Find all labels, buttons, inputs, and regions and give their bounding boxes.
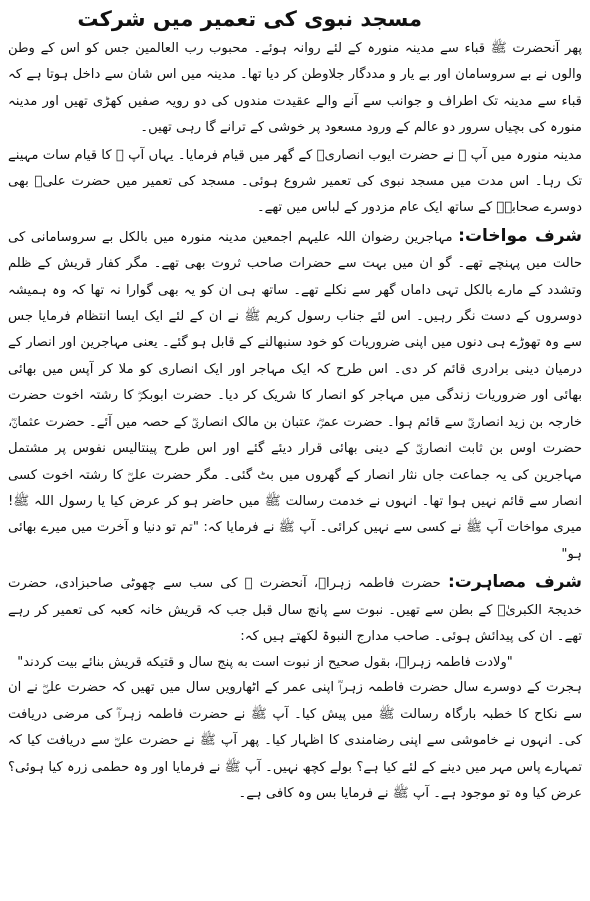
paragraph-kinship-text: حضرت فاطمہ زہراؓ، آنحضرت ﷺ کی سب سے چھوٹی صاحبزادی، حضرت خدیجۃ الکبریٰؓ کے بطن سے تھیں۔ نبوت سے پانچ سال قبل جب کہ قریش خانہ کعبہ کی تعمیر کر رہے تھے۔ ان کی پیدائش ہوئی۔ صاحب مدارج النبوۃ لکھتے ہیں کہ: [8, 576, 582, 644]
section-heading-musaharat: شرف مصاہرت: [447, 572, 582, 593]
paragraph-mosque-construction: مدینہ منورہ میں آپ ﷺ نے حضرت ایوب انصاریؓ کے گھر میں قیام فرمایا۔ یہاں آپ ﷺ کا قیام سات مہینے تک رہا۔ اس مدت میں مسجد نبوی کی تعمیر شروع ہوئی۔ مسجد کی تعمیر میں حضرت علیؓ بھی دوسرے صحابہؓ کے ساتھ ایک عام مزدور کے لباس میں تھے۔ [8, 147, 582, 216]
paragraph-brotherhood-text: مہاجرین رضوان اللہ علیہم اجمعین مدینہ منورہ میں بالکل بے سروسامانی کی حالت میں پہنچے تھے۔ گو ان میں بہت سے حضرات صاحب ثروت بھی تھے۔ مگر کفار قریش کے ظلم وتشدد کے مارے بالکل تہی داماں گھر سے نکلے تھے۔ ساتھ ہی ان کو یہ بھی گوارا نہ تھا کہ وہ ہمیشہ دوسروں کے دست نگر رہیں۔ اس لئے جناب رسول کریم ﷺ نے ان کے لئے ایک ایسا انتظام فرمایا جس سے وہ تھوڑے ہی دنوں میں اپنی ضروریات کو خود سنبھالنے کے قابل ہو گئے۔ یعنی مہاجرین اور انصار کے درمیان دینی برادری قائم کر دی۔ اس طرح کہ ایک مہاجر اور ایک انصاری کو ملا کر آپس میں بھائی بھائی اور ضروریات زندگی میں مہاجر کو انصار کا شریک کر دیا۔ حضرت ابوبکرؓ کا رشتہ اخوت حضرت خارجہ بن زید انصاریؓ سے قائم ہوا۔ حضرت عمرؓ، عتبان بن مالک انصاریؓ کے حصہ میں آئے۔ حضرت عثمانؓ، حضرت اوس بن ثابت انصاریؓ کے دینی بھائی قرار دیئے گئے اور اس طرح پینتالیس نفوس پر مشتمل مہاجرین کی یہ جماعت جاں نثار انصار کے گھروں میں بٹ گئی۔ مگر حضرت علیؓ کا رشتہ اخوت کسی انصار سے قائم نہیں ہوا تھا۔ انہوں نے خدمت رسالت ﷺ میں حاضر ہو کر عرض کیا یا رسول اللہ ﷺ! میری مواخات آپ ﷺ نے کسی سے نہیں کرائی۔ آپ ﷺ نے فرمایا کہ: "تم تو دنیا و آخرت میں میرے بھائی ہو" [8, 229, 582, 562]
paragraph-kinship [8, 569, 582, 650]
chapter-title: مسجد نبوی کی تعمیر میں شرکت [77, 7, 422, 31]
paragraph-brotherhood [8, 223, 582, 568]
persian-quotation: "ولادت فاطمہ زہراؓ، بقول صحیح از نبوت است به پنج سال و قتیکه قریش بنائے بیت کردند" [17, 655, 513, 671]
paragraph-marriage: ہجرت کے دوسرے سال حضرت فاطمہ زہراؓ اپنی عمر کے اٹھارویں سال میں تھیں کہ حضرت علیؓ نے ان سے نکاح کا خطبہ بارگاہ رسالت ﷺ میں پیش کیا۔ آپ ﷺ نے حضرت فاطمہ زہراؓ کی مرضی دریافت کی۔ انہوں نے خاموشی سے اپنی رضامندی کا اظہار کیا۔ پھر آپ ﷺ نے حضرت علیؓ سے دریافت کیا کہ تمہارے پاس مہر میں دینے کے لئے کیا ہے؟ بولے کچھ نہیں۔ آپ ﷺ نے فرمایا اور وہ حطمی زرہ کیا ہوئی؟ عرض کیا وہ تو موجود ہے۔ آپ ﷺ نے فرمایا بس وہ کافی ہے۔ [8, 680, 582, 801]
paragraph-hijrah-arrival: پھر آنحضرت ﷺ قباء سے مدینہ منورہ کے لئے روانہ ہوئے۔ محبوب رب العالمین جس کو اس کے وطن والوں نے بے سروسامان اور بے یار و مددگار جلاوطن کر دیا تھا۔ مدینہ میں اس شان سے داخل ہوتا ہے کہ قباء سے مدینہ تک اطراف و جوانب سے آنے والے عقیدت مندوں کی دو رویہ صفیں کھڑی تھیں اور مدینہ منورہ کی بچیاں سرور دو عالم کے ورود مسعود پر خوشی کے ترانے گا رہی تھیں۔ [8, 41, 582, 136]
section-heading-mawakhat: شرف مواخات: [458, 225, 582, 246]
